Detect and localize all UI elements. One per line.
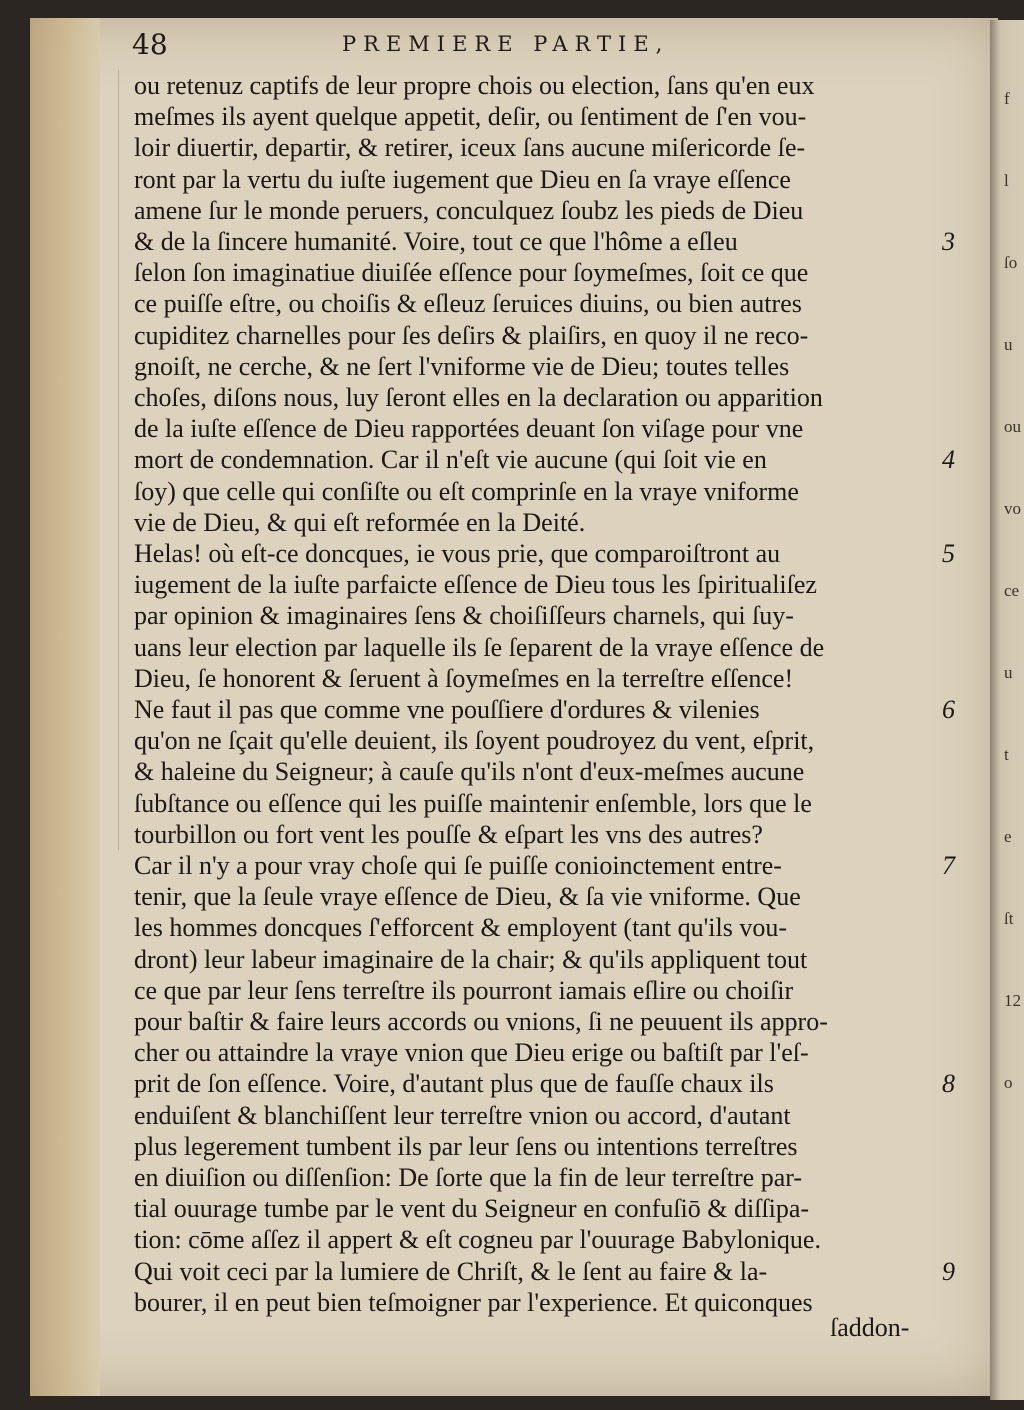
text-line: Ne faut il pas que comme vne pouſſiere d'ordures & vilenies xyxy=(134,695,760,724)
text-line: Qui voit ceci par la lumiere de Chriſt, & le ſent au faire & la- xyxy=(134,1256,768,1286)
facing-page-fragment: o xyxy=(1004,1073,1013,1092)
page-number: 48 xyxy=(132,28,168,61)
text-line: Helas! où eſt-ce doncques, ie vous prie, que comparoiſtront au xyxy=(134,539,781,568)
text-line: uans leur election par laquelle ils ſe ſeparent de la vraye eſſence de xyxy=(134,632,825,662)
text-line: de la iuſte eſſence de Dieu rapportées deuant ſon viſage pour vne xyxy=(134,414,804,444)
text-line: tion: cōme aſſez il appert & eſt cogneu par l'ouurage Babylonique. xyxy=(134,1225,821,1255)
text-line: Dieu, ſe honorent & ſeruent à ſoymeſmes en la terreſtre eſſence! xyxy=(134,663,794,693)
text-line: tial ouurage tumbe par le vent du Seigneur en confuſiō & diſſipa- xyxy=(134,1194,810,1224)
running-head: PREMIERE PARTIE, xyxy=(342,32,670,56)
text-line: en diuiſion ou diſſenſion: De ſorte que la fin de leur terreſtre par- xyxy=(134,1163,803,1192)
facing-page-fragment: t xyxy=(1004,745,1009,764)
text-line: cupiditez charnelles pour ſes deſirs & plaiſirs, en quoy il ne reco- xyxy=(134,320,809,350)
text-line: ſelon ſon imaginatiue diuiſée eſſence pour ſoymeſmes, ſoit ce que xyxy=(134,258,809,288)
text-line: enduiſent & blanchiſſent leur terreſtre vnion ou accord, d'autant xyxy=(134,1100,791,1130)
facing-page-fragment: ou xyxy=(1004,417,1021,436)
verse-number: 4 xyxy=(942,445,955,475)
facing-page-fragment: u xyxy=(1004,335,1013,354)
facing-page-fragment: e xyxy=(1004,827,1012,846)
text-line: ſubſtance ou eſſence qui les puiſſe maintenir enſemble, lors que le xyxy=(134,788,812,818)
text-line: Car il n'y a pour vray choſe qui ſe puiſſe conioinctement entre- xyxy=(134,851,782,880)
text-line: pour baſtir & faire leurs accords ou vnions, ſi ne peuuent ils appro- xyxy=(134,1007,828,1036)
margin-rule xyxy=(118,70,119,850)
text-line: meſmes ils ayent quelque appetit, deſir, ou ſentiment de ſ'en vou- xyxy=(134,102,807,132)
facing-page-fragment: u xyxy=(1004,663,1013,682)
verse-number: 3 xyxy=(942,227,955,256)
text-line: choſes, diſons nous, luy ſeront elles en la declaration ou apparition xyxy=(134,383,823,412)
facing-page-fragment: vo xyxy=(1004,499,1021,518)
text-line: prit de ſon eſſence. Voire, d'autant plus que de fauſſe chaux ils xyxy=(134,1069,774,1099)
facing-page-fragment: 12 xyxy=(1004,991,1021,1010)
text-line: ce que par leur ſens terreſtre ils pourront iamais eſlire ou choiſir xyxy=(134,975,794,1005)
page-binding-edge xyxy=(30,18,100,1396)
text-line: par opinion & imaginaires ſens & choiſiſſeurs charnels, qui ſuy- xyxy=(134,601,794,631)
text-line: loir diuertir, departir, & retirer, iceux ſans aucune miſericorde ſe- xyxy=(134,133,806,163)
text-line: vie de Dieu, & qui eſt reformée en la Deité. xyxy=(134,507,586,537)
text-line: ou retenuz captifs de leur propre chois ou election, ſans qu'en eux xyxy=(134,71,815,100)
verse-number: 8 xyxy=(942,1069,955,1099)
verse-number: 9 xyxy=(942,1256,955,1286)
text-line: ſoy) que celle qui conſiſte ou eſt comprinſe en la vraye vniforme xyxy=(134,476,799,506)
verse-number: 7 xyxy=(942,851,955,880)
facing-page-fragment: ſt xyxy=(1004,909,1014,928)
verse-number: 5 xyxy=(942,539,955,568)
text-line: gnoiſt, ne cerche, & ne ſert l'vniforme vie de Dieu; toutes telles xyxy=(134,351,790,381)
text-line: cher ou attaindre la vraye vnion que Dieu erige ou baſtiſt par l'eſ- xyxy=(134,1038,809,1068)
text-line: iugement de la iuſte parfaicte eſſence de Dieu tous les ſpiritualiſez xyxy=(134,570,817,600)
text-line: tenir, que la ſeule vraye eſſence de Dieu, & ſa vie vniforme. Que xyxy=(134,882,801,912)
text-line: ce puiſſe eſtre, ou choiſis & eſleuz ſeruices diuins, ou bien autres xyxy=(134,289,802,319)
text-line: & de la ſincere humanité. Voire, tout ce que l'hôme a eſleu xyxy=(134,227,738,256)
text-line: amene ſur le monde peruers, conculquez ſoubz les pieds de Dieu xyxy=(134,195,804,225)
facing-page-fragment: ce xyxy=(1004,581,1020,600)
text-line: plus legerement tumbent ils par leur ſens ou intentions terreſtres xyxy=(134,1131,798,1161)
text-line: les hommes doncques ſ'efforcent & employent (tant qu'ils vou- xyxy=(134,913,787,943)
facing-page-fragment: f xyxy=(1004,89,1010,108)
text-line: qu'on ne ſçait qu'elle deuient, ils ſoyent poudroyez du vent, eſprit, xyxy=(134,726,815,756)
facing-page-fragment: l xyxy=(1004,171,1009,190)
facing-page-fragment: ſo xyxy=(1004,253,1018,272)
verse-number: 6 xyxy=(942,695,955,724)
page-header xyxy=(132,28,932,60)
text-line: ront par la vertu du iuſte iugement que Dieu en ſa vraye eſſence xyxy=(134,164,791,194)
text-line: dront) leur labeur imaginaire de la chair; & qu'ils appliquent tout xyxy=(134,944,808,974)
text-line: tourbillon ou fort vent les pouſſe & eſpart les vns des autres? xyxy=(134,819,763,849)
text-line: & haleine du Seigneur; à cauſe qu'ils n'ont d'eux-meſmes aucune xyxy=(134,757,805,787)
catchword: ſaddon- xyxy=(830,1313,910,1342)
facing-page-edge xyxy=(990,20,1024,1400)
text-line: bourer, il en peut bien teſmoigner par l'experience. Et quiconques xyxy=(134,1287,813,1317)
text-line: mort de condemnation. Car il n'eſt vie aucune (qui ſoit vie en xyxy=(134,445,767,475)
